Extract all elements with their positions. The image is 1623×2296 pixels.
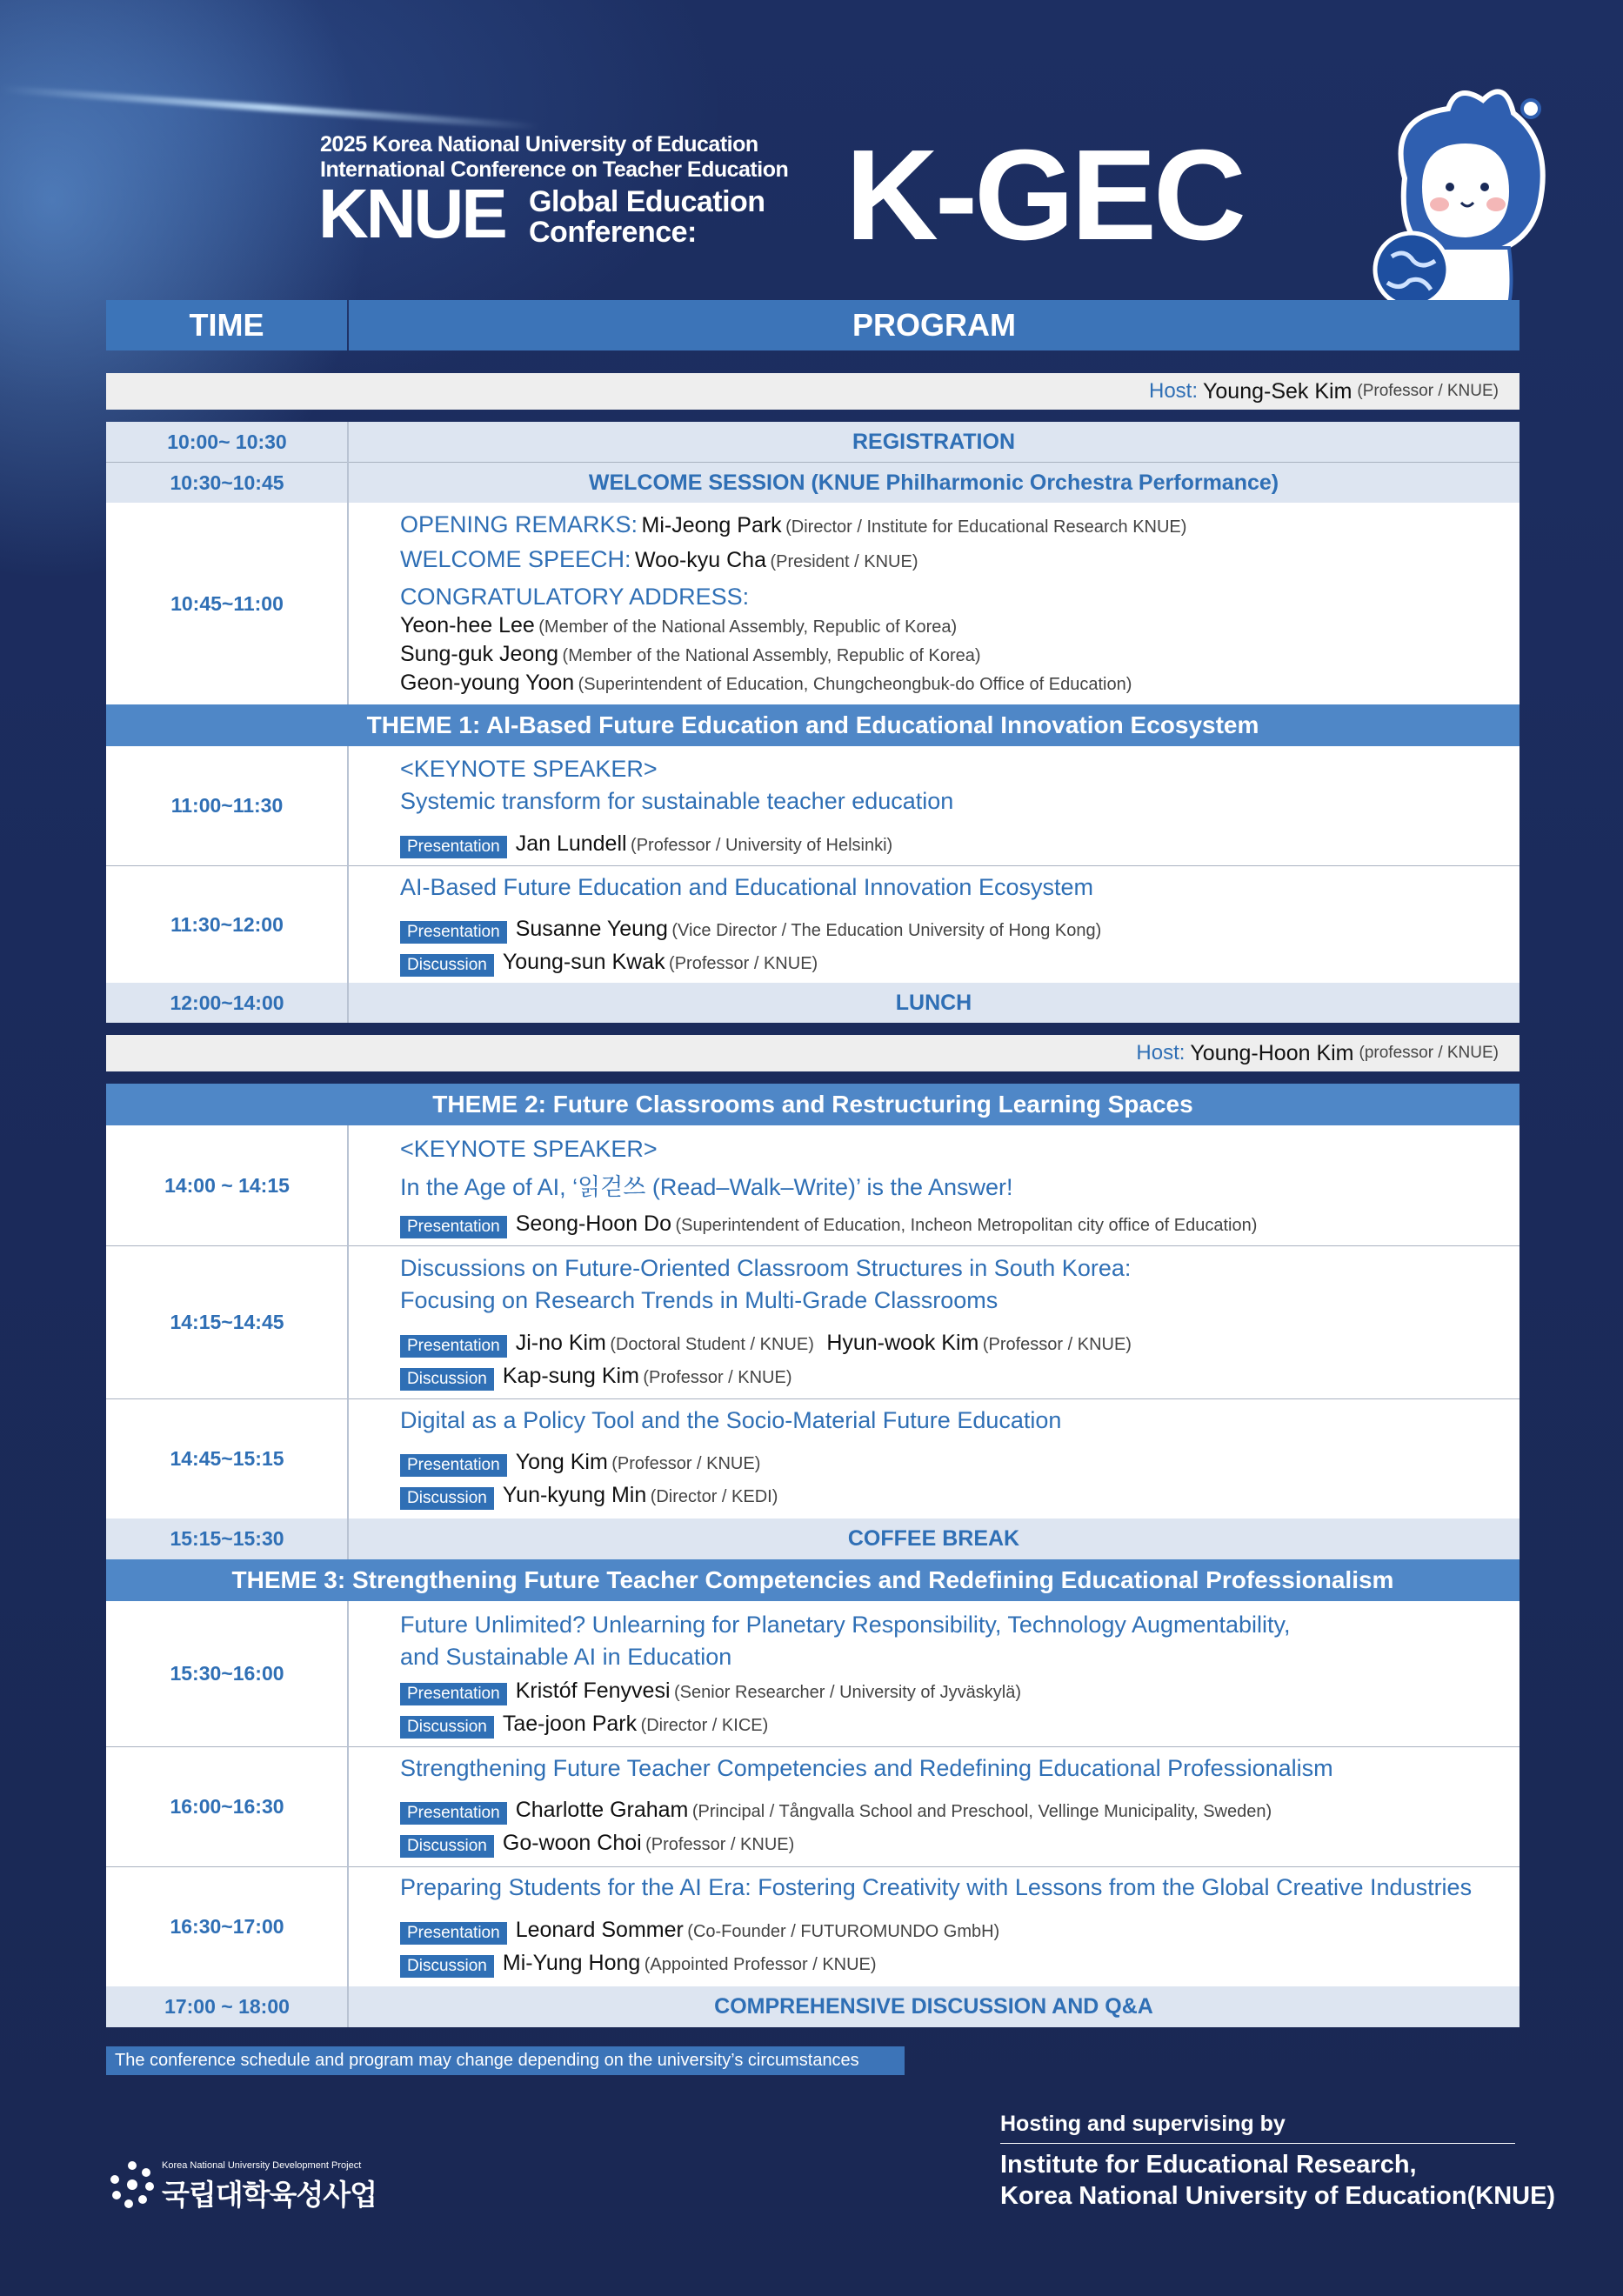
speaker-role: (Director / Institute for Educational Research KNUE) bbox=[785, 517, 1187, 537]
speaker-role: (Superintendent of Education, Incheon Metropolitan city office of Education) bbox=[675, 1216, 1258, 1235]
presenter-line bbox=[400, 1211, 1257, 1238]
speaker-name: Go-woon Choi bbox=[502, 1831, 642, 1855]
session-time: 16:30~17:00 bbox=[170, 1915, 284, 1938]
session-title-line1: Future Unlimited? Unlearning for Planetary Responsibility, Technology Augmentability, bbox=[400, 1612, 1291, 1638]
speaker-role: (Member of the National Assembly, Republic of Korea) bbox=[562, 646, 981, 665]
presenter-line bbox=[400, 917, 1101, 944]
speaker-role: (Professor / KNUE) bbox=[669, 954, 818, 973]
speaker-name: Young-sun Kwak bbox=[502, 950, 665, 974]
opening-remarks-label: OPENING REMARKS: bbox=[400, 511, 638, 537]
lunch-title: LUNCH bbox=[895, 990, 972, 1015]
session-title: Preparing Students for the AI Era: Fostering Creativity with Lessons from the Global Creative Industries bbox=[400, 1874, 1473, 1900]
knu-development-logo-icon bbox=[106, 2159, 158, 2211]
host-label: Host: bbox=[1136, 1041, 1186, 1065]
coffee-title: COFFEE BREAK bbox=[847, 1526, 1020, 1551]
kgec-title: K-GEC bbox=[845, 123, 1243, 267]
footer-divider bbox=[1000, 2143, 1515, 2144]
session-title: Strengthening Future Teacher Competencies and Redefining Educational Professionalism bbox=[400, 1755, 1333, 1781]
keynote-kicker: <KEYNOTE SPEAKER> bbox=[400, 1136, 658, 1162]
presenter-line bbox=[400, 1918, 999, 1945]
session-time: 14:00 ~ 14:15 bbox=[164, 1173, 290, 1197]
light-streak bbox=[0, 85, 538, 130]
session-title: Systemic transform for sustainable teacher education bbox=[400, 788, 954, 814]
host-name: Young-Hoon Kim bbox=[1190, 1040, 1354, 1065]
host-bar-morning bbox=[106, 373, 1519, 410]
time-column-header: TIME bbox=[106, 300, 347, 350]
speaker-name: Charlotte Graham bbox=[515, 1798, 689, 1822]
host-organization-line2: Korea National University of Education(KNUE) bbox=[1000, 2182, 1556, 2210]
discussant-line bbox=[400, 1483, 778, 1510]
session-time: 14:45~15:15 bbox=[170, 1447, 284, 1470]
logo-wordmark: 국립대학육성사업 bbox=[162, 2179, 377, 2211]
speaker-name: Mi-Jeong Park bbox=[641, 513, 782, 537]
speaker-name: Yeon-hee Lee bbox=[400, 613, 535, 637]
conference-line2: International Conference on Teacher Education bbox=[320, 157, 789, 182]
session-time: 11:30~12:00 bbox=[170, 912, 284, 936]
congratulatory-label: CONGRATULATORY ADDRESS: bbox=[400, 584, 750, 610]
subtitle-line2: Conference: bbox=[529, 216, 697, 249]
speaker-name: Kristóf Fenyvesi bbox=[515, 1679, 671, 1703]
host-organization-line1: Institute for Educational Research, bbox=[1000, 2151, 1417, 2179]
speaker-name: Hyun-wook Kim bbox=[826, 1331, 979, 1355]
speaker-name: Geon-young Yoon bbox=[400, 671, 575, 695]
keynote-kicker: <KEYNOTE SPEAKER> bbox=[400, 756, 658, 782]
host-label: Host: bbox=[1148, 379, 1198, 403]
session-title: Digital as a Policy Tool and the Socio-Material Future Education bbox=[400, 1407, 1062, 1433]
presenter-line bbox=[400, 1450, 760, 1477]
program-column-header: PROGRAM bbox=[349, 300, 1519, 350]
speaker-role: (Professor / University of Helsinki) bbox=[631, 836, 893, 855]
speaker-role: (Co-Founder / FUTUROMUNDO GmbH) bbox=[687, 1922, 1000, 1941]
presenter-line bbox=[400, 831, 892, 858]
host-name: Young-Sek Kim bbox=[1203, 378, 1352, 404]
opening-time: 10:45~11:00 bbox=[170, 591, 284, 615]
speaker-role: (Senior Researcher / University of Jyväskylä) bbox=[673, 1683, 1021, 1702]
presenter-line bbox=[400, 1679, 1021, 1705]
host-role: (professor / KNUE) bbox=[1359, 1044, 1499, 1062]
schedule-change-note: The conference schedule and program may change depending on the university’s circumstances bbox=[106, 2046, 905, 2075]
session-title-line2: Focusing on Research Trends in Multi-Grade Classrooms bbox=[400, 1287, 999, 1313]
speaker-role: (Director / KEDI) bbox=[650, 1487, 778, 1506]
host-role: (Professor / KNUE) bbox=[1357, 382, 1499, 400]
welcome-time: 10:30~10:45 bbox=[170, 471, 284, 494]
speaker-role: (Director / KICE) bbox=[640, 1716, 769, 1735]
speaker-name: Mi-Yung Hong bbox=[502, 1951, 641, 1975]
congratulatory-speaker bbox=[400, 671, 1132, 696]
speaker-role: (Superintendent of Education, Chungcheongbuk-do Office of Education) bbox=[578, 675, 1132, 694]
presentation-tag: Presentation bbox=[400, 1922, 507, 1945]
speaker-name: Woo-kyu Cha bbox=[635, 548, 766, 572]
theme3-banner: THEME 3: Strengthening Future Teacher Competencies and Redefining Educational Professionalism bbox=[106, 1559, 1519, 1601]
presentation-tag: Presentation bbox=[400, 1216, 507, 1238]
knue-logotype: KNUE bbox=[318, 175, 505, 252]
speaker-role: (President / KNUE) bbox=[770, 552, 918, 571]
discussion-tag: Discussion bbox=[400, 954, 494, 977]
column-divider bbox=[347, 422, 349, 704]
presenter-line bbox=[400, 1798, 1272, 1825]
speaker-name: Seong-Hoon Do bbox=[515, 1211, 671, 1236]
welcome-speech-label: WELCOME SPEECH: bbox=[400, 546, 631, 572]
discussant-line bbox=[400, 1364, 792, 1391]
discussant-line bbox=[400, 950, 818, 977]
speaker-name: Jan Lundell bbox=[515, 831, 627, 856]
welcome-speech bbox=[400, 546, 918, 573]
speaker-role: (Doctoral Student / KNUE) bbox=[610, 1335, 814, 1354]
registration-time: 10:00~ 10:30 bbox=[167, 430, 287, 453]
speaker-role: (Professor / KNUE) bbox=[643, 1368, 792, 1387]
session-title: AI-Based Future Education and Educational Innovation Ecosystem bbox=[400, 874, 1093, 900]
host-bar-afternoon bbox=[106, 1035, 1519, 1071]
conference-line1: 2025 Korea National University of Education bbox=[320, 132, 758, 157]
final-title: COMPREHENSIVE DISCUSSION AND Q&A bbox=[714, 1994, 1153, 2019]
session-time: 15:30~16:00 bbox=[170, 1662, 284, 1685]
discussant-line bbox=[400, 1951, 877, 1978]
lunch-time: 12:00~14:00 bbox=[170, 991, 284, 1014]
presentation-tag: Presentation bbox=[400, 1683, 507, 1705]
discussant-line bbox=[400, 1831, 794, 1858]
opening-remarks bbox=[400, 511, 1186, 538]
speaker-role: (Professor / KNUE) bbox=[611, 1454, 761, 1473]
theme1-banner: THEME 1: AI-Based Future Education and Educational Innovation Ecosystem bbox=[106, 704, 1519, 746]
presenter-line bbox=[400, 1331, 1132, 1358]
column-divider bbox=[347, 1125, 349, 1559]
discussion-tag: Discussion bbox=[400, 1955, 494, 1978]
presentation-tag: Presentation bbox=[400, 836, 507, 858]
session-title-line1: Discussions on Future-Oriented Classroom Structures in South Korea: bbox=[400, 1255, 1132, 1281]
coffee-time: 15:15~15:30 bbox=[170, 1527, 284, 1550]
discussion-tag: Discussion bbox=[400, 1487, 494, 1510]
presentation-tag: Presentation bbox=[400, 1802, 507, 1825]
presentation-tag: Presentation bbox=[400, 921, 507, 944]
subtitle-line1: Global Education bbox=[529, 185, 765, 218]
speaker-name: Susanne Yeung bbox=[515, 917, 668, 941]
speaker-name: Yong Kim bbox=[515, 1450, 608, 1474]
column-divider bbox=[347, 1601, 349, 2027]
congratulatory-speaker bbox=[400, 642, 981, 667]
final-time: 17:00 ~ 18:00 bbox=[164, 1995, 290, 2018]
speaker-name: Yun-kyung Min bbox=[502, 1483, 647, 1507]
welcome-title: WELCOME SESSION (KNUE Philharmonic Orchestra Performance) bbox=[588, 470, 1279, 495]
discussion-tag: Discussion bbox=[400, 1835, 494, 1858]
session-title-line2: and Sustainable AI in Education bbox=[400, 1644, 732, 1670]
speaker-name: Leonard Sommer bbox=[515, 1918, 684, 1942]
discussant-line bbox=[400, 1712, 768, 1739]
presentation-tag: Presentation bbox=[400, 1454, 507, 1477]
speaker-role: (Professor / KNUE) bbox=[982, 1335, 1132, 1354]
session-time: 16:00~16:30 bbox=[170, 1795, 284, 1818]
column-divider bbox=[347, 746, 349, 1023]
logo-caption: Korea National University Development Project bbox=[162, 2160, 362, 2171]
speaker-role: (Appointed Professor / KNUE) bbox=[644, 1955, 877, 1974]
discussion-tag: Discussion bbox=[400, 1716, 494, 1739]
speaker-name: Sung-guk Jeong bbox=[400, 642, 559, 666]
hosting-label: Hosting and supervising by bbox=[1000, 2112, 1286, 2136]
speaker-name: Tae-joon Park bbox=[502, 1712, 638, 1736]
presentation-tag: Presentation bbox=[400, 1335, 507, 1358]
speaker-name: Ji-no Kim bbox=[515, 1331, 606, 1355]
speaker-name: Kap-sung Kim bbox=[502, 1364, 639, 1388]
speaker-role: (Professor / KNUE) bbox=[645, 1835, 795, 1854]
congratulatory-speaker bbox=[400, 613, 957, 638]
registration-title: REGISTRATION bbox=[852, 429, 1016, 454]
theme2-banner: THEME 2: Future Classrooms and Restructuring Learning Spaces bbox=[106, 1084, 1519, 1125]
session-time: 11:00~11:30 bbox=[170, 794, 284, 817]
session-time: 14:15~14:45 bbox=[170, 1311, 284, 1333]
speaker-role: (Vice Director / The Education University of Hong Kong) bbox=[671, 921, 1102, 940]
speaker-role: (Principal / Tångvalla School and Preschool, Vellinge Municipality, Sweden) bbox=[691, 1802, 1272, 1821]
discussion-tag: Discussion bbox=[400, 1368, 494, 1391]
speaker-role: (Member of the National Assembly, Republic of Korea) bbox=[538, 617, 958, 637]
session-title: In the Age of AI, ‘읽걷쓰 (Read–Walk–Write)’ is the Answer! bbox=[400, 1174, 1013, 1200]
